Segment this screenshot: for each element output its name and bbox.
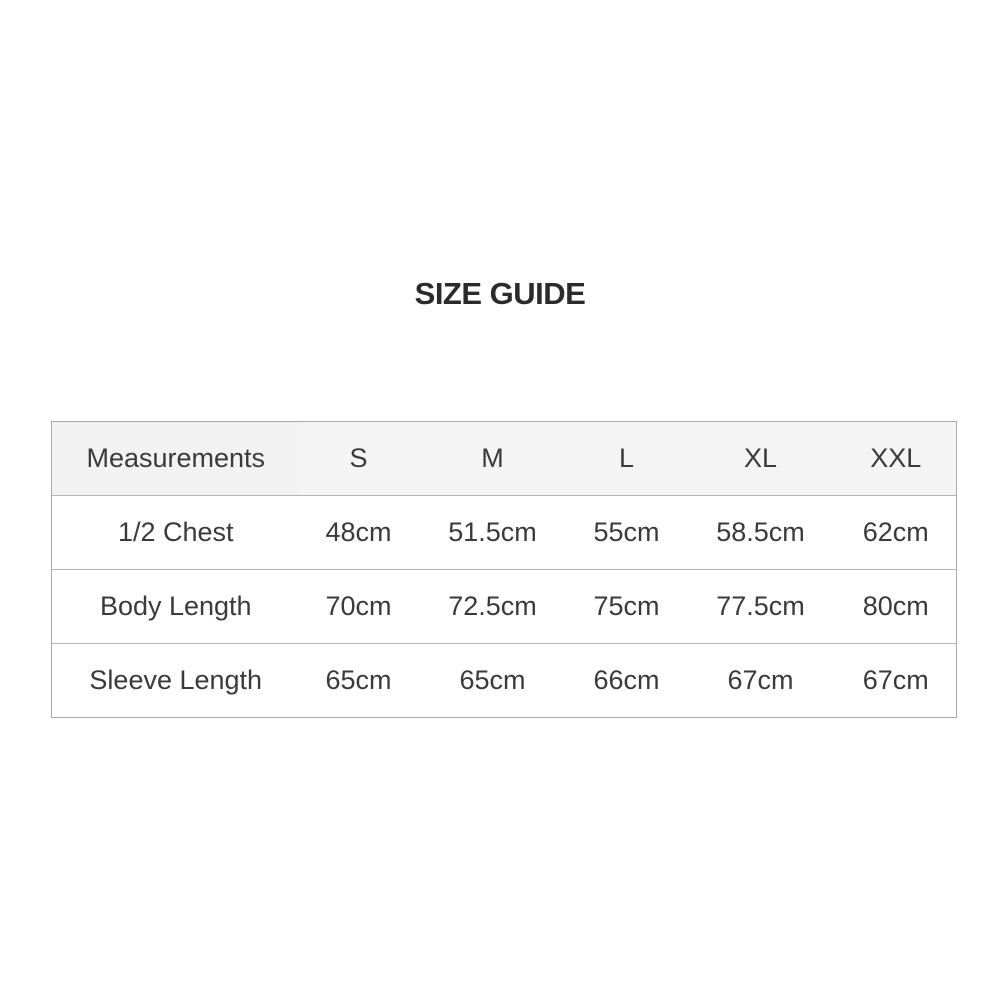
table-row [52,644,957,718]
table-row [52,496,957,570]
table-cell: 65cm [418,644,568,718]
header-size-xl: XL [686,422,836,496]
header-size-m: M [418,422,568,496]
row-label: 1/2 Chest [52,496,300,570]
table-cell: 80cm [836,570,957,644]
table-cell: 66cm [568,644,686,718]
row-label: Sleeve Length [52,644,300,718]
table-cell: 70cm [300,570,418,644]
page-title: SIZE GUIDE [414,276,586,311]
table-cell: 75cm [568,570,686,644]
size-guide-table [51,421,957,718]
table-row [52,570,957,644]
header-size-l: L [568,422,686,496]
header-size-s: S [300,422,418,496]
table-cell: 51.5cm [418,496,568,570]
table-cell: 55cm [568,496,686,570]
table-cell: 62cm [836,496,957,570]
table-cell: 65cm [300,644,418,718]
table-cell: 67cm [836,644,957,718]
table-cell: 48cm [300,496,418,570]
header-size-xxl: XXL [836,422,957,496]
header-measurements: Measurements [52,422,300,496]
table-header-row [52,422,957,496]
row-label: Body Length [52,570,300,644]
table-cell: 58.5cm [686,496,836,570]
table-cell: 67cm [686,644,836,718]
table-cell: 77.5cm [686,570,836,644]
table-cell: 72.5cm [418,570,568,644]
